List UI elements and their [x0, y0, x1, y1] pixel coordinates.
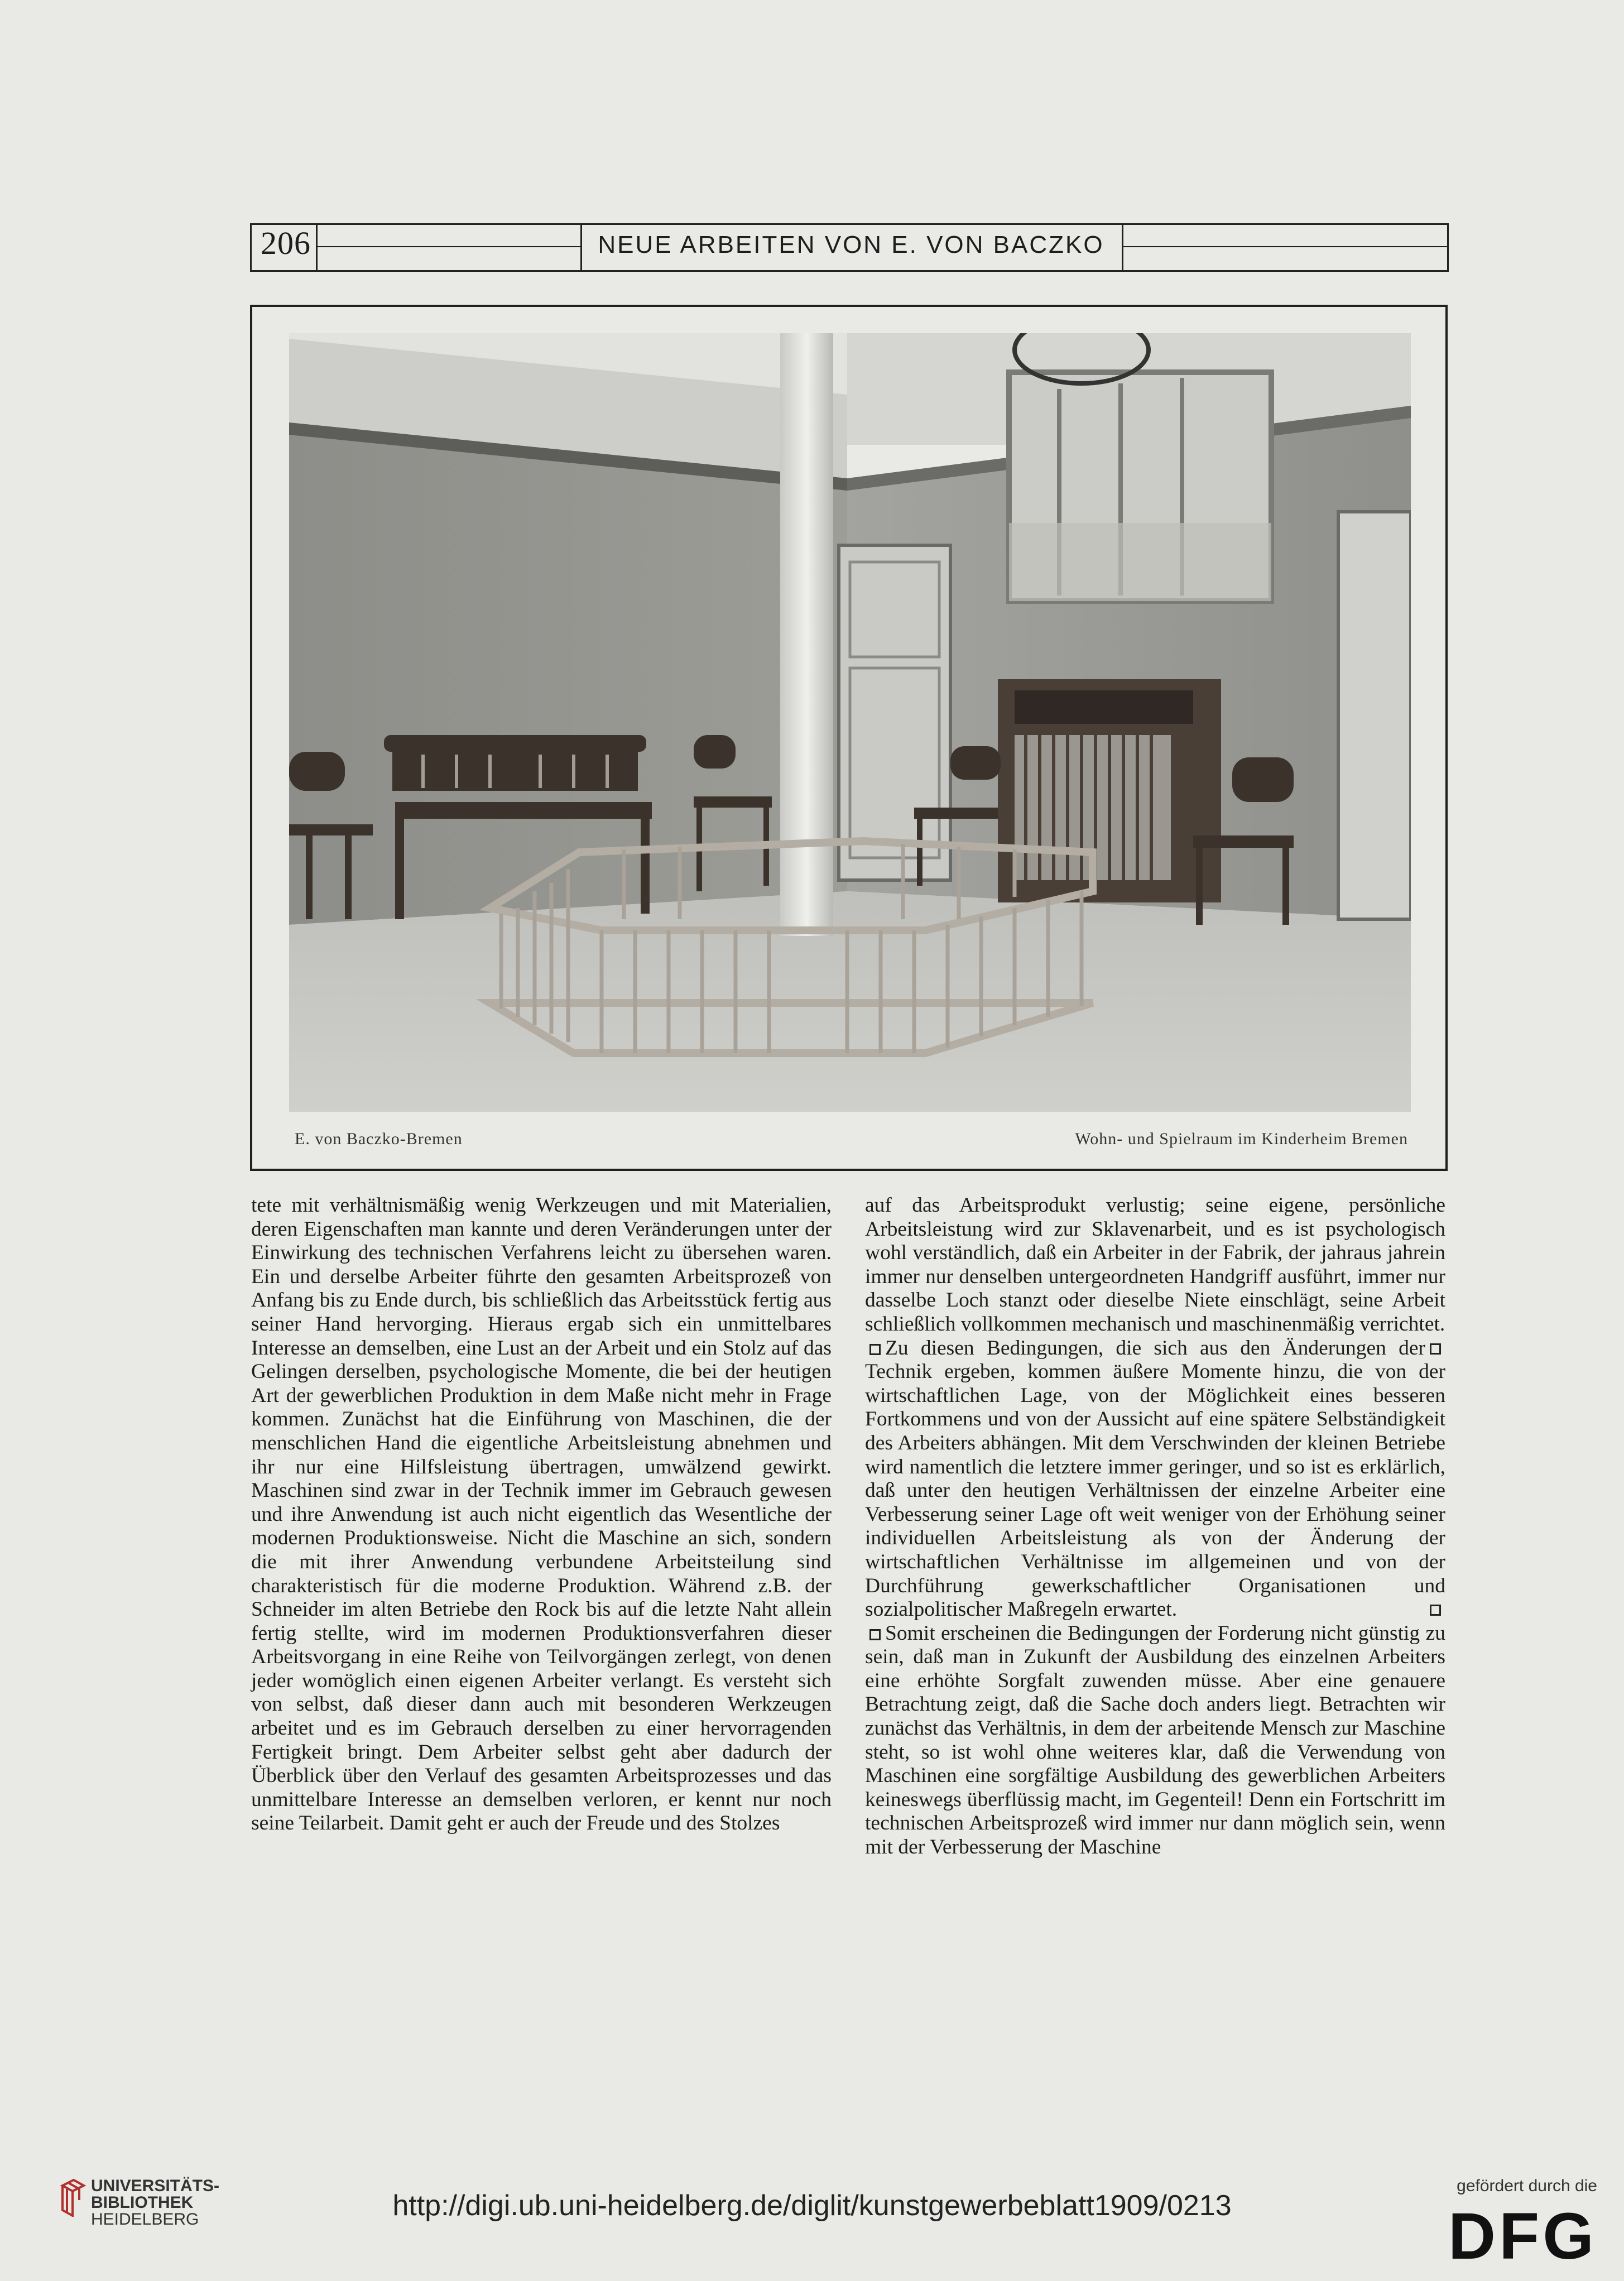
header-divider	[1122, 223, 1123, 272]
permalink-url[interactable]: http://digi.ub.uni-heidelberg.de/diglit/kunstgewerbeblatt1909/0213	[392, 2189, 1232, 2222]
paragraph	[865, 1337, 1445, 1622]
door	[1338, 512, 1411, 919]
paragraph-text: auf das Arbeitsprodukt verlustig; seine eigene, persönliche Arbeitsleistung wird zur Sklavenarbeit, und es ist psychologisch wohl verständlich, daß ein Arbeiter in der Fabrik, der jahraus jahrein immer nur denselben untergeordneten Handgriff ausführt, immer nur dasselbe Loch stanzt oder dieselbe Niete einschlägt, seine Arbeit schließlich vollkommen mechanisch und maschinenmäßig verrichtet.	[865, 1194, 1445, 1336]
figure-caption: Wohn- und Spielraum im Kinderheim Bremen	[1075, 1130, 1408, 1148]
photo-credit: E. von Baczko-Bremen	[295, 1130, 463, 1148]
section-end-square-icon	[1430, 1343, 1441, 1355]
paragraph: tete mit verhältnismäßig wenig Werkzeugen und mit Materialien, deren Eigenschaften man kannte und deren Veränderungen unter der Einwirkung des technischen Verfahrens leicht zu übersehen waren. Ein und derselbe Arbeiter führte den gesamten Arbeitsprozeß von Anfang bis zu Ende durch, bis schließlich das Arbeitsstück fertig aus seiner Hand hervorging. Hieraus ergab sich ein unmittelbares Interesse an demselben, eine Lust an der Arbeit und ein Stolz auf das Gelingen derselben, psychologische Momente, die bei der heutigen Art der gewerblichen Produktion in dem Maße nicht mehr in Frage kommen. Zunächst hat die Einführung von Maschinen, die der menschlichen Hand die eigentliche Arbeitsleistung abnehmen und ihr nur eine Hilfsleistung übertragen, umwälzend gewirkt. Maschinen sind zwar in der Technik immer im Gebrauch gewesen und ihre Anwendung ist auch nicht eigentlich das Wesentliche der modernen Produktionsweise. Nicht die Maschine an sich, sondern die mit ihrer Anwendung verbundene Arbeitsteilung sind charakteristisch für die moderne Produktion. Während z.B. der Schneider im alten Betriebe den Rock bis auf die letzte Naht allein fertig stellte, wird im modernen Produktionsverfahren dieser Arbeitsvorgang in eine Reihe von Teilvorgängen zerlegt, von denen jeder womöglich einen eigenen Arbeiter verlangt. Es versteht sich von selbst, daß dieser dann auch mit besonderen Werkzeugen arbeitet und es im Gebrauch derselben zu einer hervorragenden Fertigkeit bringt. Dem Arbeiter selbst geht aber dadurch der Überblick über den Verlauf des gesamten Arbeitsprozesses und das unmittelbare Interesse an demselben verloren, er kennt nur noch seine Teilarbeit. Damit geht er auch der Freude und des Stolzes	[251, 1194, 832, 1835]
paragraph-text: Zu diesen Bedingungen, die sich aus den Änderungen der Technik ergeben, kommen äußere Momente hinzu, die von der wirtschaftlichen Lage, von der Möglichkeit eines besseren Fortkommens und von der Aussicht auf eine spätere Selbständigkeit des Arbeiters abhängen. Mit dem Verschwinden der kleinen Betriebe wird namentlich die letztere immer geringer, und so ist es erklärlich, daß unter den heutigen Verhältnissen der einzelne Arbeiter eine Verbesserung seiner Lage oft weit weniger von der Erhöhung seiner individuellen Arbeitsleistung als von der Änderung der wirtschaftlichen Verhältnisse im allgemeinen und von der Durchführung gewerkschaftlicher Organisationen und sozialpolitischer Maßregeln erwartet.	[865, 1336, 1445, 1621]
section-start-square-icon	[869, 1344, 881, 1355]
header-right-edge	[1447, 223, 1449, 272]
left-column	[251, 1194, 832, 1836]
library-name-line: HEIDELBERG	[91, 2210, 199, 2229]
header-mid-rule	[316, 246, 580, 247]
library-name-line: BIBLIOTHEK	[91, 2193, 194, 2212]
header-left-edge	[250, 223, 252, 272]
paragraph	[865, 1194, 1445, 1337]
header-top-rule	[250, 223, 1449, 225]
header-bottom-rule	[250, 270, 1449, 272]
interior-photo	[289, 333, 1411, 1112]
section-start-square-icon	[869, 1629, 881, 1640]
paragraph	[865, 1622, 1445, 1860]
funded-by-label: gefördert durch die	[1457, 2177, 1597, 2195]
paragraph-text: Somit erscheinen die Bedingungen der Forderung nicht günstig zu sein, daß man in Zukunft der Ausbildung des einzelnen Arbeiters eine erhöhte Sorgfalt zuwenden müsse. Aber eine genauere Betrachtung zeigt, daß die Sache doch anders liegt. Betrachten wir zunächst das Verhältnis, in dem der arbeitende Mensch zur Maschine steht, so ist wohl ohne weiteres klar, daß die Verwendung von Maschinen eine sorgfältige Ausbildung des gewerblichen Arbeiters keineswegs überflüssig macht, im Gegenteil! Denn ein Fortschritt im technischen Arbeitsprozeß wird immer nur dann möglich sein, wenn mit der Verbesserung der Maschine	[865, 1621, 1445, 1859]
library-name-line: UNIVERSITÄTS-	[91, 2177, 220, 2195]
door	[839, 545, 950, 880]
section-end-square-icon	[1430, 1605, 1441, 1616]
dfg-logo: DFG	[1448, 2200, 1597, 2273]
right-column	[865, 1194, 1445, 1860]
header-divider	[316, 223, 318, 272]
header-mid-rule	[1123, 246, 1447, 247]
running-title: NEUE ARBEITEN VON E. VON BACZKO	[598, 231, 1104, 258]
page-number: 206	[261, 225, 311, 261]
